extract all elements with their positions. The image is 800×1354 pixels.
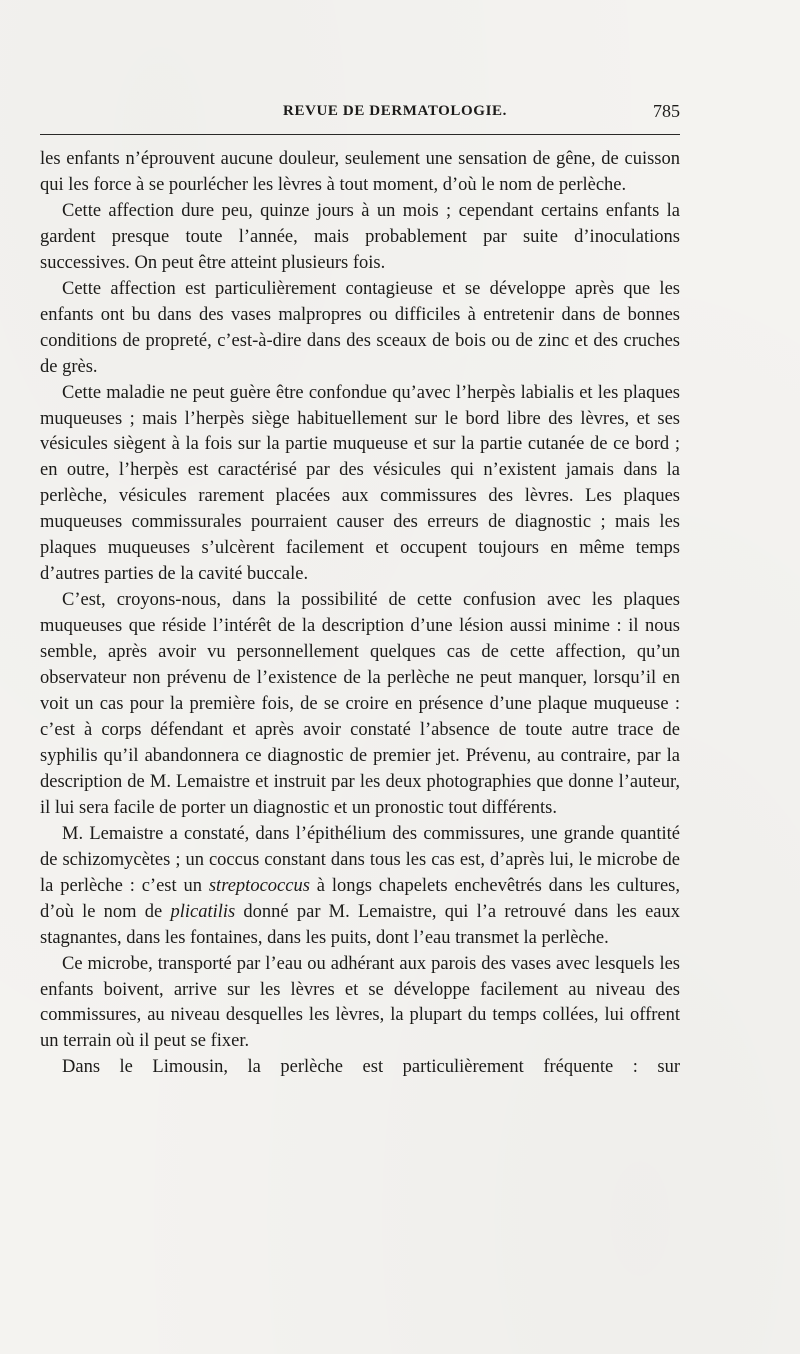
- header-rule: [40, 134, 680, 135]
- running-title: REVUE DE DERMATOLOGIE.: [283, 103, 507, 119]
- plicatilis-term: plicatilis: [170, 901, 236, 922]
- paragraph-6-part-3: donné par M. Lemaistre, qui l’a retrouvé dans les eaux stagnantes, dans les fontaines, dans les puits, dont l’eau transmet la perlèche.: [40, 901, 680, 948]
- paragraph-2: Cette affection dure peu, quinze jours à un mois ; cependant certains enfants la gardent presque toute l’année, mais probablement par suite d’inoculations successives. On peut être atteint plusieurs fois.: [40, 200, 680, 273]
- paragraph-8: Dans le Limousin, la perlèche est particulièrement fréquente : sur: [62, 1057, 680, 1078]
- paragraph-6-part-2: à longs chapelets enchevêtrés dans les cultures, d’où le nom de: [40, 875, 680, 922]
- paragraph-1: les enfants n’éprouvent aucune douleur, seulement une sensation de gêne, de cuisson qui les force à se pourlécher les lèvres à tout moment, d’où le nom de perlèche.: [40, 149, 680, 195]
- paragraph-3: Cette affection est particulièrement contagieuse et se développe après que les enfants ont bu dans des vases malpropres ou difficiles à entretenir dans de bonnes conditions de propreté, c’est-à-dire dans des sceaux de bois ou de zinc et des cruches de grès.: [40, 278, 680, 377]
- paragraph-4: Cette maladie ne peut guère être confondue qu’avec l’herpès labialis et les plaques muqueuses ; mais l’herpès siège habituellement sur le bord libre des lèvres, et ses vésicules siègent à la fois sur la partie muqueuse et sur la partie cutanée de ce bord ; en outre, l’herpès est caractérisé par des vésicules qui n’existent jamais dans la perlèche, vésicules rarement placées aux commissures des lèvres. Les plaques muqueuses commissurales pourraient causer des erreurs de diagnostic ; mais les plaques muqueuses s’ulcèrent facilement et occupent toujours en même temps d’autres parties de la cavité buccale.: [40, 382, 680, 585]
- paragraph-6-part-1: M. Lemaistre a constaté, dans l’épithélium des commissures, une grande quantité de schizomycètes ; un coccus constant dans tous les cas est, d’après lui, le microbe de la perlèche : c’est un: [40, 823, 680, 896]
- paragraph-7: Ce microbe, transporté par l’eau ou adhérant aux parois des vases avec lesquels les enfants boivent, arrive sur les lèvres et se développe facilement au niveau des commissures, au niveau desquelles les lèvres, la plupart du temps collées, lui offrent un terrain où il peut se fixer.: [40, 953, 680, 1052]
- body-text: [40, 147, 680, 1081]
- page-number: 785: [653, 101, 680, 121]
- paragraph-6: [40, 822, 680, 952]
- paragraph-5: C’est, croyons-nous, dans la possibilité de cette confusion avec les plaques muqueuses que réside l’intérêt de la description d’une lésion aussi minime : il nous semble, après avoir vu personnellement quelques cas de cette affection, qu’un observateur non prévenu de l’existence de la perlèche ne peut manquer, lorsqu’il en voit un cas pour la première fois, de se croire en présence d’une plaque muqueuse : c’est à corps défendant et après avoir constaté l’absence de toute autre trace de syphilis qu’il abandonnera ce diagnostic de premier jet. Prévenu, au contraire, par la description de M. Lemaistre et instruit par les deux photographies que donne l’auteur, il lui sera facile de porter un diagnostic et un pronostic tout différents.: [40, 590, 680, 818]
- running-head: [40, 101, 680, 127]
- streptococcus-term: streptococcus: [208, 875, 310, 896]
